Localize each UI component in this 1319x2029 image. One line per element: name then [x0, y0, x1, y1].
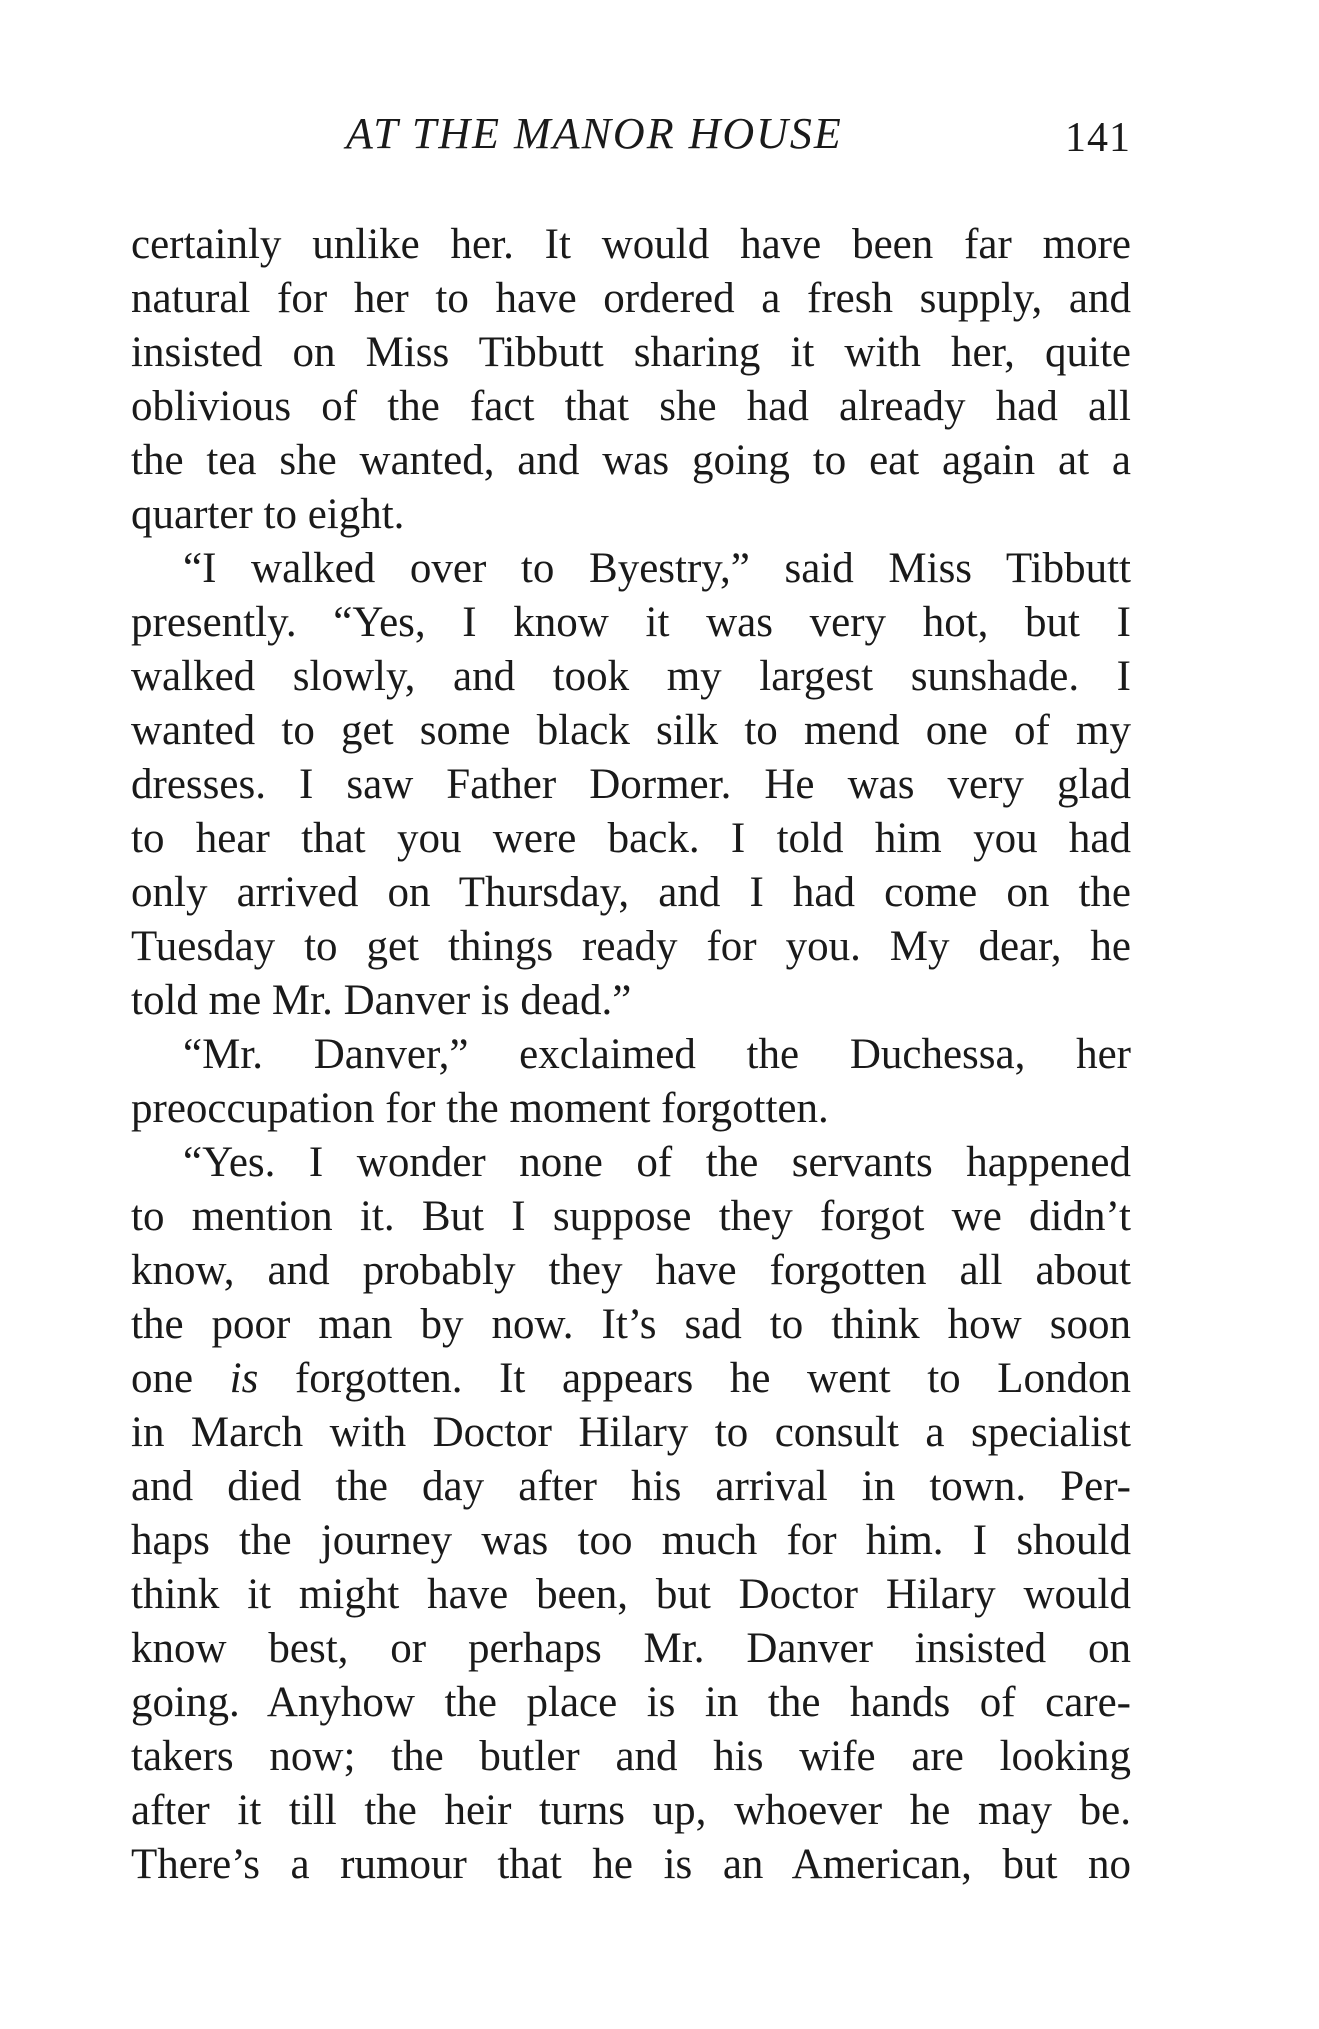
italic-word: is [229, 1355, 259, 1402]
text-line: certainly unlike her. It would have been far more [131, 221, 1131, 268]
running-head [131, 108, 1131, 168]
text-line: haps the journey was too much for him. I should [131, 1517, 1131, 1564]
text-line: walked slowly, and took my largest sunshade. I [131, 653, 1131, 700]
running-title: AT THE MANOR HOUSE [346, 109, 843, 158]
text-line: wanted to get some black silk to mend one of my [131, 707, 1131, 754]
text-segment: one [131, 1355, 230, 1402]
text-line: natural for her to have ordered a fresh supply, and [131, 275, 1131, 322]
page-number: 141 [1065, 115, 1131, 161]
text-line: There’s a rumour that he is an American, but no [131, 1841, 1131, 1888]
text-segment: forgotten. It appears he went to London [258, 1355, 1131, 1402]
text-line: know best, or perhaps Mr. Danver insisted on [131, 1625, 1131, 1672]
text-line: quarter to eight. [131, 491, 405, 538]
body-text [131, 218, 1131, 1892]
text-line: insisted on Miss Tibbutt sharing it with her, quite [131, 329, 1131, 376]
text-line: in March with Doctor Hilary to consult a specialist [131, 1409, 1131, 1456]
text-line: Tuesday to get things ready for you. My dear, he [131, 923, 1131, 970]
text-line: the tea she wanted, and was going to eat again at a [131, 437, 1131, 484]
text-line: think it might have been, but Doctor Hilary would [131, 1571, 1131, 1618]
text-line: dresses. I saw Father Dormer. He was very glad [131, 761, 1131, 808]
text-line: only arrived on Thursday, and I had come on the [131, 869, 1131, 916]
text-line: takers now; the butler and his wife are looking [131, 1733, 1131, 1780]
text-line: going. Anyhow the place is in the hands of care- [131, 1679, 1131, 1726]
text-line: know, and probably they have forgotten all about [131, 1247, 1131, 1294]
text-line: preoccupation for the moment forgotten. [131, 1085, 829, 1132]
text-line: and died the day after his arrival in town. Per- [131, 1463, 1131, 1510]
text-line-with-italic [131, 1352, 1131, 1406]
text-line: “Yes. I wonder none of the servants happened [183, 1139, 1131, 1186]
text-line: after it till the heir turns up, whoever he may be. [131, 1787, 1131, 1834]
text-line: presently. “Yes, I know it was very hot, but I [131, 599, 1131, 646]
text-line: to mention it. But I suppose they forgot we didn’t [131, 1193, 1131, 1240]
text-line: “I walked over to Byestry,” said Miss Tibbutt [183, 545, 1131, 592]
text-line: oblivious of the fact that she had already had all [131, 383, 1131, 430]
text-line: “Mr. Danver,” exclaimed the Duchessa, her [183, 1031, 1131, 1078]
text-line: told me Mr. Danver is dead.” [131, 977, 632, 1024]
text-line: the poor man by now. It’s sad to think how soon [131, 1301, 1131, 1348]
text-line: to hear that you were back. I told him you had [131, 815, 1131, 862]
